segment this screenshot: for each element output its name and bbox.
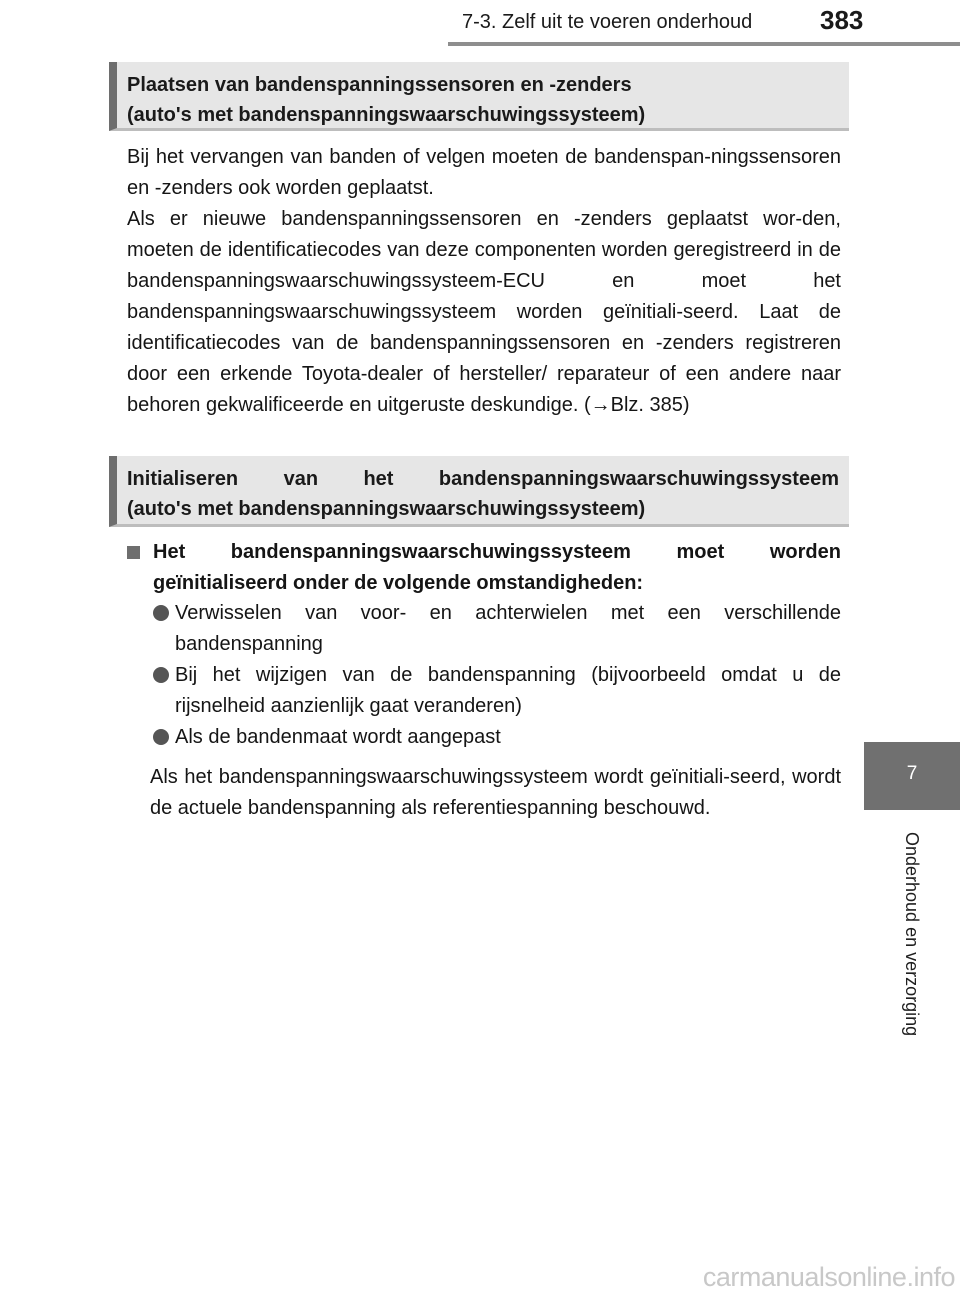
section-heading-line: Initialiseren van het bandenspanningswaarschuwingssysteem <box>127 468 839 490</box>
chapter-title: 7-3. Zelf uit te voeren onderhoud <box>462 11 753 33</box>
body-paragraph: Als het bandenspanningswaarschuwingssysteem wordt geïnitiali-seerd, wordt de actuele bandenspanning als referentiespanning beschouwd. <box>150 766 841 819</box>
section-heading-initialize <box>109 456 849 527</box>
page-number: 383 <box>820 5 864 35</box>
subheading <box>127 537 841 599</box>
list-item-text: Verwisselen van voor- en achterwielen met een verschillende bandenspanning <box>175 602 841 655</box>
list-item <box>153 660 841 722</box>
section-heading-line: Plaatsen van bandenspanningssensoren en -zenders <box>127 74 632 96</box>
subheading-text: Het bandenspanningswaarschuwingssysteem moet worden geïnitialiseerd onder de volgende omstandigheden: <box>153 541 841 594</box>
section-heading-line: (auto's met bandenspanningswaarschuwingssysteem) <box>127 104 646 126</box>
body-paragraph: Bij het vervangen van banden of velgen moeten de bandenspan-ningssensoren en -zenders ook worden geplaatst. <box>127 146 841 199</box>
list-item <box>153 722 841 753</box>
square-bullet-icon <box>127 546 140 559</box>
list-item-text: Als de bandenmaat wordt aangepast <box>175 726 501 748</box>
bullet-dot-icon <box>153 729 169 745</box>
bullet-dot-icon <box>153 605 169 621</box>
chapter-tab-number: 7 <box>906 763 918 784</box>
list-item-text: Bij het wijzigen van de bandenspanning (bijvoorbeeld omdat u de rijsnelheid aanzienlijk gaat veranderen) <box>175 664 841 717</box>
body-paragraph: Als er nieuwe bandenspanningssensoren en -zenders geplaatst wor-den, moeten de identificatiecodes van deze componenten worden geregistreerd in de bandenspanningswaarschuwingssysteem-ECU en moet het bandenspanningswaarschuwingssysteem worden geïnitiali-seerd. Laat de identificatiecodes van de bandenspanningssensoren en -zenders registreren door een erkende Toyota-dealer of hersteller/ reparateur of een andere naar behoren gekwalificeerde en uitgeruste deskundige. (→Blz. 385) <box>127 208 841 416</box>
header-divider <box>448 42 960 46</box>
list-item <box>153 598 841 660</box>
section-heading-sensors <box>109 62 849 131</box>
chapter-tab-label: Onderhoud en verzorging <box>902 832 922 1037</box>
bullet-dot-icon <box>153 667 169 683</box>
chapter-tab <box>864 742 960 810</box>
section-heading-line: (auto's met bandenspanningswaarschuwingssysteem) <box>127 498 646 520</box>
watermark: carmanualsonline.info <box>702 1262 955 1292</box>
